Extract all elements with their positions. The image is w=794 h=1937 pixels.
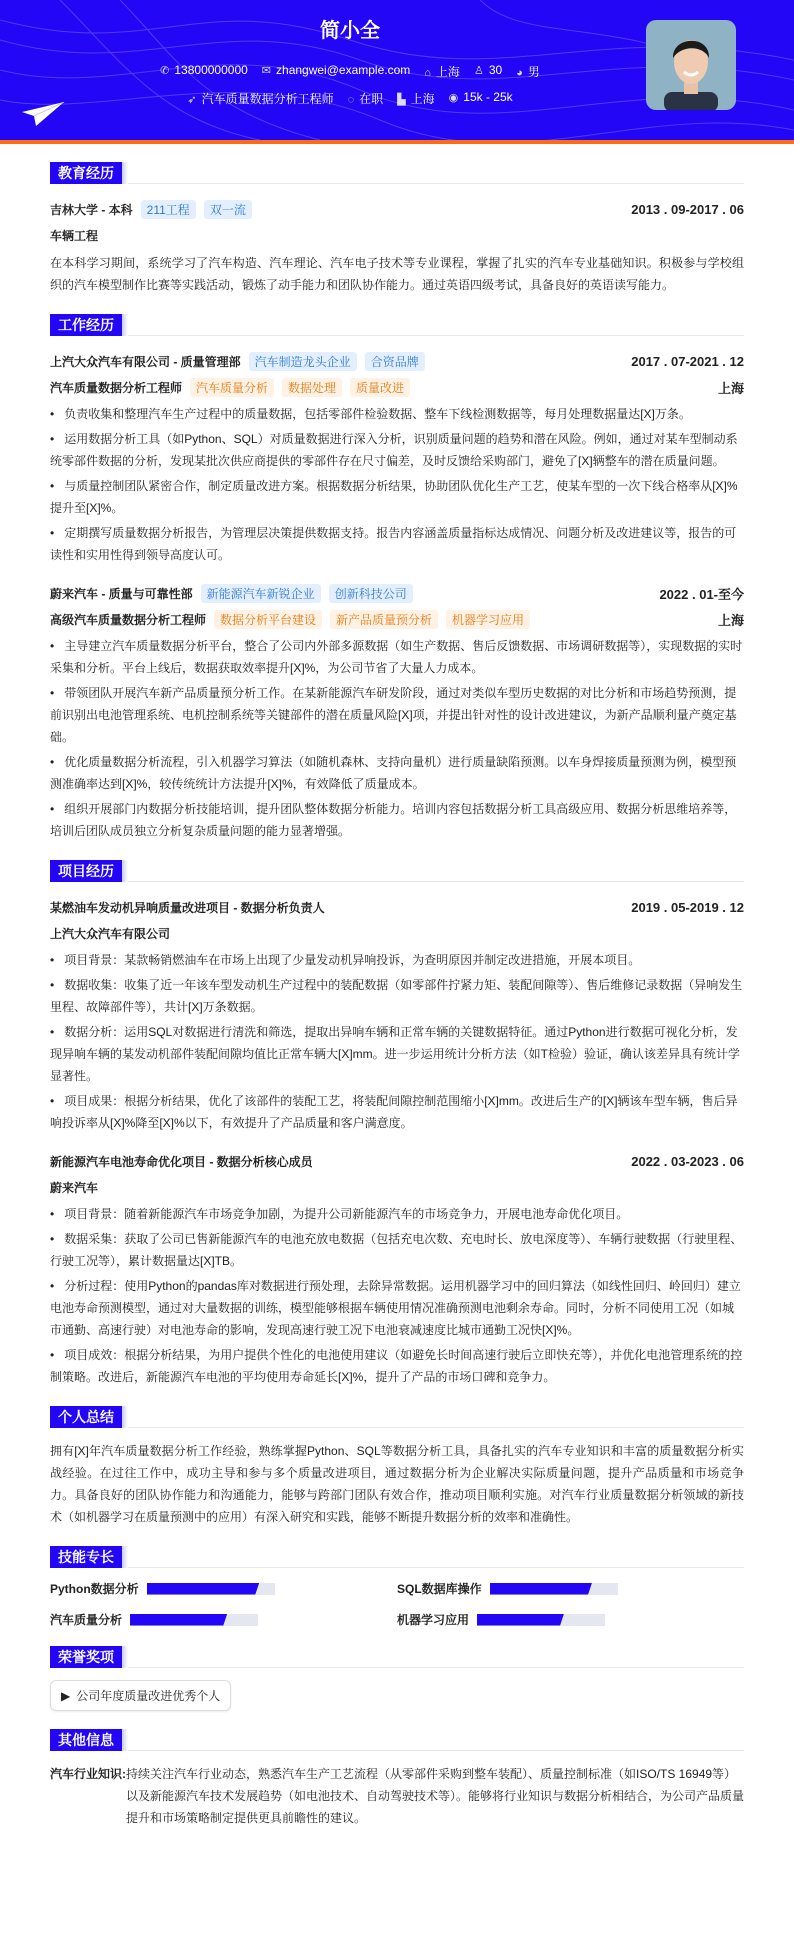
gender: 男 bbox=[527, 65, 540, 79]
project-name: 新能源汽车电池寿命优化项目 - 数据分析核心成员 bbox=[50, 1154, 313, 1169]
list-item: • 主导建立汽车质量数据分析平台，整合了公司内外部多源数据（如生产数据、售后反馈数据、市场调研数据等），实现数据的实时采集和分析。平台上线后，数据获取效率提升[X]%，为公司节省了大量人力成本。 bbox=[50, 635, 744, 679]
skill-name: 汽车质量分析 bbox=[50, 1613, 123, 1627]
skill-name: 机器学习应用 bbox=[397, 1613, 470, 1627]
role-left bbox=[50, 378, 410, 397]
tag: 质量改进 bbox=[350, 378, 410, 397]
job-header bbox=[50, 348, 744, 374]
date: 2022 . 01-至今 bbox=[659, 586, 744, 602]
skill-bar bbox=[477, 1614, 605, 1626]
section-title: 荣誉奖项 bbox=[50, 1646, 122, 1668]
role: 高级汽车质量数据分析工程师 bbox=[50, 612, 207, 627]
home-icon: ⌂ bbox=[424, 67, 431, 79]
triangle-right-icon: ▶ bbox=[61, 1688, 71, 1703]
intent-row bbox=[0, 90, 700, 107]
award-item[interactable] bbox=[50, 1680, 231, 1711]
tag: 数据分析平台建设 bbox=[214, 610, 322, 629]
section-title: 工作经历 bbox=[50, 314, 122, 336]
contact-row bbox=[0, 63, 700, 80]
skill-name: SQL数据库操作 bbox=[397, 1582, 482, 1596]
section-other bbox=[50, 1729, 744, 1751]
age: 30 bbox=[488, 63, 503, 77]
skill-item bbox=[397, 1580, 744, 1597]
list-item: • 数据采集：获取了公司已售新能源汽车的电池充放电数据（包括充电次数、充电时长、放电深度等）、车辆行驶数据（行驶里程、行驶工况等），累计数据量达[X]TB。 bbox=[50, 1228, 744, 1272]
project-header bbox=[50, 1148, 744, 1174]
company-line bbox=[50, 584, 413, 603]
education-desc: 在本科学习期间，系统学习了汽车构造、汽车理论、汽车电子技术等专业课程，掌握了扎实的汽车专业基础知识。积极参与学校组织的汽车模型制作比赛等实践活动，锻炼了动手能力和团队协作能力。通过英语四级考试，具备良好的英语读写能力。 bbox=[50, 256, 744, 292]
company-line bbox=[50, 352, 425, 371]
target-city: 上海 bbox=[410, 92, 435, 106]
project-company: 上汽大众汽车有限公司 bbox=[50, 926, 171, 941]
project-left bbox=[50, 899, 325, 916]
tag: 211工程 bbox=[141, 200, 196, 219]
project-company-line bbox=[50, 1174, 744, 1200]
role-line bbox=[50, 374, 744, 400]
tag: 新能源汽车新锐企业 bbox=[201, 584, 321, 603]
city: 上海 bbox=[717, 380, 744, 396]
school: 吉林大学 - 本科 bbox=[50, 202, 133, 217]
list-item: • 运用数据分析工具（如Python、SQL）对质量数据进行深入分析，识别质量问题的趋势和潜在风险。例如，通过对某车型制动系统零部件数据的分析，发现某批次供应商提供的零部件存在尺寸偏差，及时反馈给采购部门，避免了[X]辆整车的潜在质量问题。 bbox=[50, 428, 744, 472]
list-item: • 数据分析：运用SQL对数据进行清洗和筛选，提取出异响车辆和正常车辆的关键数据特征。通过Python进行数据可视化分析，发现异响车辆的某发动机部件装配间隙均值比正常车辆大[X]mm。进一步运用统计分析方法（如T检验）验证，确认该差异具有统计学显著性。 bbox=[50, 1021, 744, 1087]
section-education bbox=[50, 162, 744, 184]
tag: 双一流 bbox=[204, 200, 252, 219]
tag: 机器学习应用 bbox=[446, 610, 530, 629]
job-header bbox=[50, 580, 744, 606]
tag: 数据处理 bbox=[282, 378, 342, 397]
section-title: 教育经历 bbox=[50, 162, 122, 184]
skill-item bbox=[50, 1580, 397, 1597]
skill-fill bbox=[147, 1583, 260, 1595]
building-icon: ▙ bbox=[397, 94, 406, 106]
other-value: 持续关注汽车行业动态，熟悉汽车生产工艺流程（从零部件采购到整车装配）、质量控制标准（如ISO/TS 16949等）以及新能源汽车技术发展趋势（如电池技术、自动驾驶技术等）。能够将行业知识与数据分析相结合，为公司产品质量提升和市场策略制定提供更具前瞻性的建议。 bbox=[126, 1767, 745, 1825]
tag: 新产品质量预分析 bbox=[330, 610, 438, 629]
section-awards bbox=[50, 1646, 744, 1668]
list-item: • 组织开展部门内数据分析技能培训，提升团队整体数据分析能力。培训内容包括数据分析工具高级应用、数据分析思维培养等，培训后团队成员独立分析复杂质量问题的能力显著增强。 bbox=[50, 798, 744, 842]
summary-text: 拥有[X]年汽车质量数据分析工作经验，熟练掌握Python、SQL等数据分析工具，具备扎实的汽车专业知识和丰富的质量数据分析实战经验。在过往工作中，成功主导和参与多个质量改进项目，通过数据分析为企业解决实际质量问题，提升产品质量和市场竞争力。具备良好的团队协作能力和沟通能力，能够与跨部门团队有效合作，推动项目顺利实施。对汽车行业质量数据分析领域的新技术（如机器学习在质量预测中的应用）有深入研究和实践，能够不断提升数据分析的效率和准确性。 bbox=[50, 1444, 744, 1524]
salary-icon: ◉ bbox=[448, 92, 459, 104]
role-line bbox=[50, 606, 744, 632]
list-item: • 与质量控制团队紧密合作，制定质量改进方案。根据数据分析结果，协助团队优化生产工艺，使某车型的一次下线合格率从[X]%提升至[X]%。 bbox=[50, 475, 744, 519]
project-header bbox=[50, 894, 744, 920]
section-work bbox=[50, 314, 744, 336]
skill-item bbox=[50, 1611, 397, 1628]
city: 上海 bbox=[717, 612, 744, 628]
resume-header bbox=[0, 0, 794, 140]
date: 2017 . 07-2021 . 12 bbox=[631, 353, 744, 369]
award-label: 公司年度质量改进优秀个人 bbox=[76, 1689, 221, 1703]
company: 蔚来汽车 - 质量与可靠性部 bbox=[50, 586, 193, 601]
section-title: 个人总结 bbox=[50, 1406, 122, 1428]
phone-icon: ✆ bbox=[160, 65, 170, 77]
bullet-list bbox=[50, 635, 744, 842]
avatar bbox=[646, 20, 736, 110]
bullet-list bbox=[50, 949, 744, 1134]
section-skills bbox=[50, 1546, 744, 1568]
list-item: • 分析过程：使用Python的pandas库对数据进行预处理，去除异常数据。运用机器学习中的回归算法（如线性回归、岭回归）建立电池寿命预测模型，通过对大量数据的训练，模型能够根据车辆使用情况准确预测电池剩余寿命。同时，分析不同使用工况（如城市通勤、高速行驶）对电池寿命的影响，发现高速行驶工况下电池衰减速度比城市通勤工况快[X]%。 bbox=[50, 1275, 744, 1341]
project-left bbox=[50, 1153, 313, 1170]
paper-plane-icon bbox=[22, 102, 66, 128]
skill-name: Python数据分析 bbox=[50, 1582, 139, 1596]
company: 上汽大众汽车有限公司 - 质量管理部 bbox=[50, 354, 241, 369]
list-item: • 定期撰写质量数据分析报告，为管理层决策提供数据支持。报告内容涵盖质量指标达成情况、问题分析及改进建议等，报告的可读性和实用性得到领导高度认可。 bbox=[50, 522, 744, 566]
skill-fill bbox=[477, 1614, 564, 1626]
section-title: 其他信息 bbox=[50, 1729, 122, 1751]
skill-bar bbox=[490, 1583, 618, 1595]
send-icon: ➶ bbox=[187, 94, 197, 106]
list-item: • 项目背景：某款畅销燃油车在市场上出现了少量发动机异响投诉，为查明原因并制定改进措施，开展本项目。 bbox=[50, 949, 744, 971]
city: 上海 bbox=[435, 65, 460, 79]
bullet-list bbox=[50, 403, 744, 566]
skill-bar bbox=[130, 1614, 258, 1626]
skill-item bbox=[397, 1611, 744, 1628]
skill-fill bbox=[130, 1614, 227, 1626]
tag: 汽车制造龙头企业 bbox=[249, 352, 357, 371]
tag: 创新科技公司 bbox=[329, 584, 413, 603]
tag: 汽车质量分析 bbox=[190, 378, 274, 397]
section-title: 技能专长 bbox=[50, 1546, 122, 1568]
job-intent: 汽车质量数据分析工程师 bbox=[201, 92, 334, 106]
candidate-name: 简小全 bbox=[320, 20, 380, 42]
phone: 13800000000 bbox=[174, 63, 248, 77]
list-item: • 负责收集和整理汽车生产过程中的质量数据，包括零部件检验数据、整车下线检测数据等，每月处理数据量达[X]万条。 bbox=[50, 403, 744, 425]
email[interactable]: zhangwei@example.com bbox=[276, 63, 411, 77]
date: 2013 . 09-2017 . 06 bbox=[631, 201, 744, 217]
list-item: • 数据收集：收集了近一年该车型发动机生产过程中的装配数据（如零部件拧紧力矩、装配间隙等）、售后维修记录数据（异响发生里程、故障部件等），共计[X]万条数据。 bbox=[50, 974, 744, 1018]
skill-bar bbox=[147, 1583, 275, 1595]
section-title: 项目经历 bbox=[50, 860, 122, 882]
list-item: • 项目成果：根据分析结果，优化了该部件的装配工艺，将装配间隙控制范围缩小[X]mm。改进后生产的[X]辆该车型车辆，售后异响投诉率从[X]%降至[X]%以下，有效提升了产品质量和客户满意度。 bbox=[50, 1090, 744, 1134]
job-status: 在职 bbox=[359, 92, 384, 106]
email-icon: ✉ bbox=[261, 65, 272, 77]
list-item: • 带领团队开展汽车新产品质量预分析工作。在某新能源汽车研发阶段，通过对类似车型历史数据的对比分析和市场趋势预测，提前识别出电池管理系统、电机控制系统等关键部件的潜在质量风险[X]项，并提出针对性的设计改进建议，为新产品顺利量产奠定基础。 bbox=[50, 682, 744, 748]
bullet-list bbox=[50, 1203, 744, 1388]
project-company-line bbox=[50, 920, 744, 946]
accent-divider bbox=[0, 140, 794, 144]
gender-icon: ◕ bbox=[516, 67, 523, 79]
age-icon: ♙ bbox=[473, 65, 484, 77]
skill-fill bbox=[490, 1583, 592, 1595]
project-company: 蔚来汽车 bbox=[50, 1180, 99, 1195]
section-summary bbox=[50, 1406, 744, 1428]
salary: 15k - 25k bbox=[463, 90, 513, 104]
project-name: 某燃油车发动机异响质量改进项目 - 数据分析负责人 bbox=[50, 900, 325, 915]
date: 2019 . 05-2019 . 12 bbox=[631, 899, 744, 915]
list-item: • 优化质量数据分析流程，引入机器学习算法（如随机森林、支持向量机）进行质量缺陷预测。以车身焊接质量预测为例，模型预测准确率达到[X]%，较传统统计方法提升[X]%，有效降低了质量成本。 bbox=[50, 751, 744, 795]
date: 2022 . 03-2023 . 06 bbox=[631, 1153, 744, 1169]
list-item: • 项目成效：根据分析结果，为用户提供个性化的电池使用建议（如避免长时间高速行驶后立即快充等），并优化电池管理系统的控制策略。改进后，新能源汽车电池的平均使用寿命延长[X]%，提升了产品的市场口碑和竞争力。 bbox=[50, 1344, 744, 1388]
role-left bbox=[50, 610, 530, 629]
major: 车辆工程 bbox=[50, 228, 99, 243]
list-item: • 项目背景：随着新能源汽车市场竞争加剧，为提升公司新能源汽车的市场竞争力，开展电池寿命优化项目。 bbox=[50, 1203, 744, 1225]
status-icon: ◌ bbox=[347, 94, 355, 106]
tag: 合资品牌 bbox=[365, 352, 425, 371]
section-projects bbox=[50, 860, 744, 882]
role: 汽车质量数据分析工程师 bbox=[50, 380, 183, 395]
other-key: 汽车行业知识: bbox=[50, 1767, 126, 1781]
